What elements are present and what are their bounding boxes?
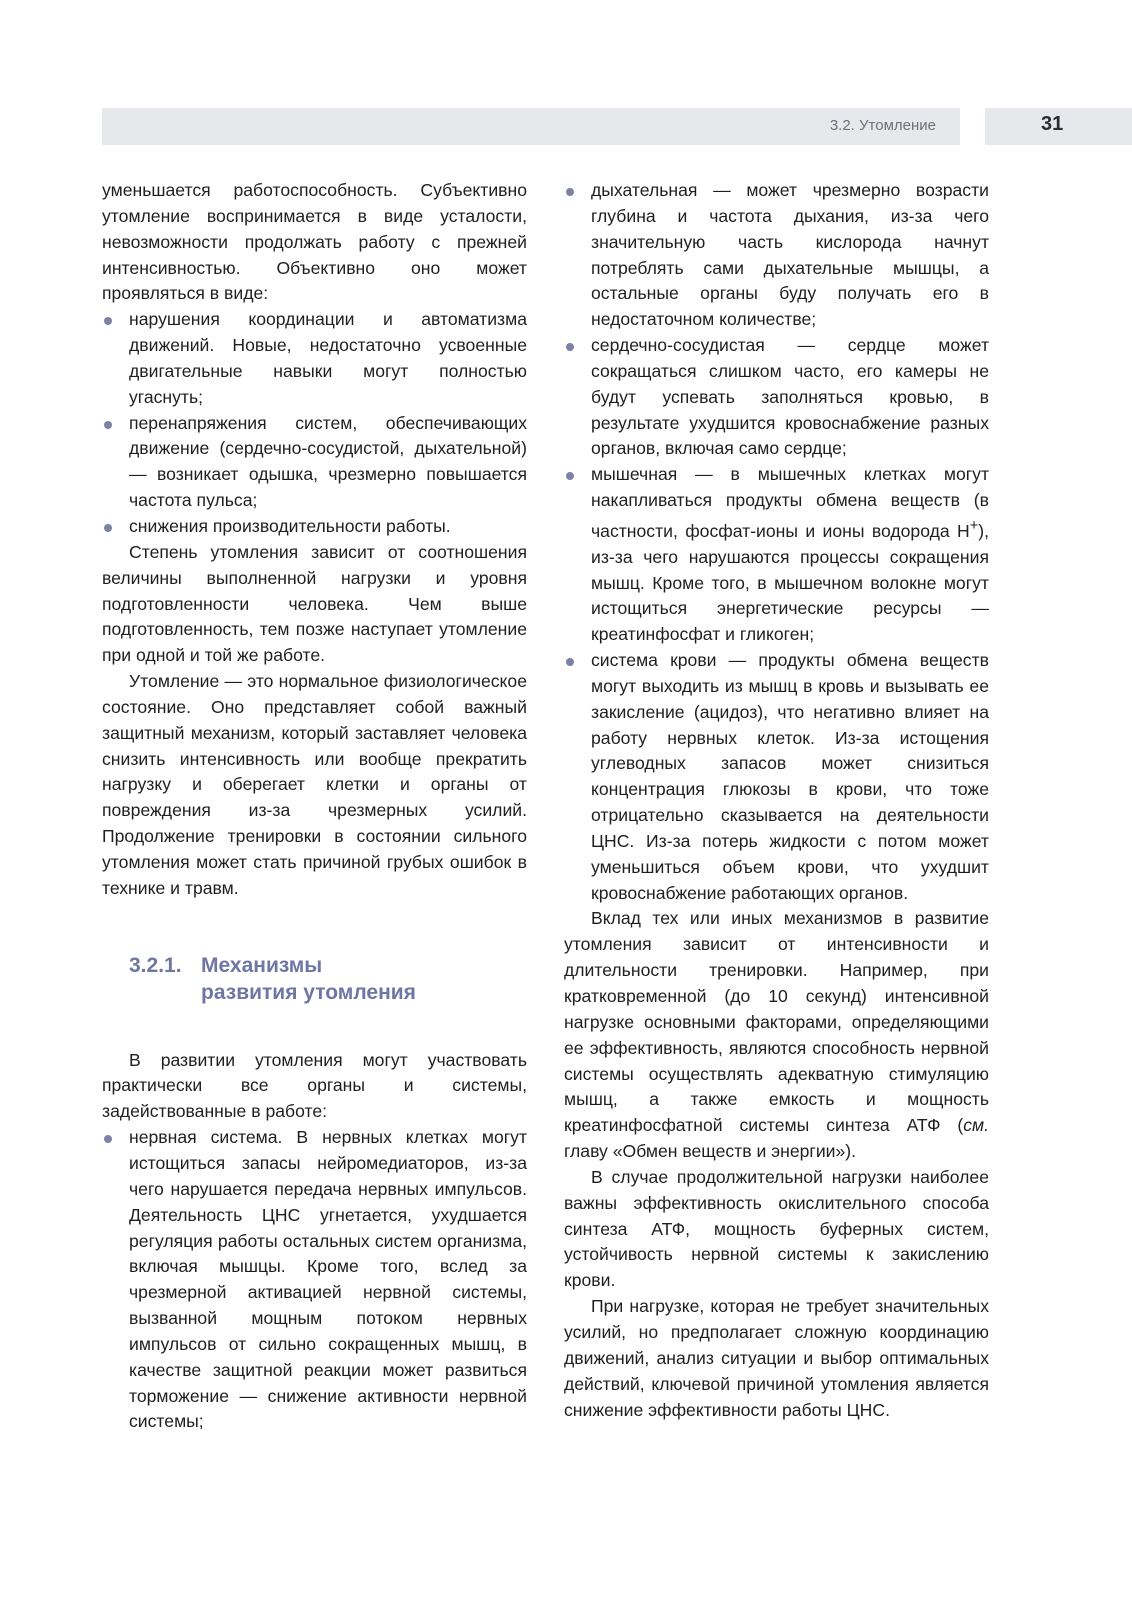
bullet-icon — [566, 188, 574, 196]
left-column — [102, 178, 527, 1435]
bullet-icon — [104, 1135, 112, 1143]
manifestations-list — [102, 307, 527, 540]
systems-paragraph: В развитии утомления могут участвовать практически все органы и системы, задействованные в работе: — [102, 1049, 527, 1122]
list-item: нервная система. В нервных клетках могут истощиться запасы нейромедиаторов, из-за чего нарушается передача нервных импульсов. Деятельность ЦНС угнетается, ухудшается регуляция работы остальных систем организма, включая мышцы. Кроме того, вслед за чрезмерной активацией нервной системы, вызванной мощным потоком нервных импульсов от сильно сокращенных мышц, в качестве защитной реакции может развиться торможение — снижение активности нервной системы; — [102, 1125, 527, 1435]
bullet-icon — [566, 472, 574, 480]
bullet-icon — [566, 343, 574, 351]
bullet-icon — [566, 658, 574, 666]
subsection-title: Механизмы развития утомления — [201, 953, 416, 1004]
list-item: система крови — продукты обмена веществ могут выходить из мышц в кровь и вызывать ее закисление (ацидоз), что негативно влияет на работу нервных клеток. Из-за истощения углеводных запасов может снизиться концентрация глюкозы в крови, что тоже отрицательно сказывается на деятельности ЦНС. Из-за потерь жидкости с потом может уменьшиться объем крови, что ухудшит кровоснабжение работающих органов. — [564, 648, 989, 906]
running-header-section: 3.2. Утомление — [829, 117, 936, 134]
subsection-number: 3.2.1. — [129, 953, 182, 977]
bullet-icon — [104, 421, 112, 429]
running-header — [102, 108, 960, 145]
superscript: + — [969, 517, 979, 534]
cns-paragraph: При нагрузке, которая не требует значительных усилий, но предполагает сложную координацию движений, анализ ситуации и выбор оптимальных действий, ключевой причиной утомления является снижение эффективности работы ЦНС. — [564, 1296, 989, 1420]
list-item: сердечно-сосудистая — сердце может сокращаться слишком часто, его камеры не будут успевать заполняться кровью, в результате ухудшится кровоснабжение разных органов, включая само сердце; — [564, 333, 989, 462]
list-item: снижения производительности работы. — [102, 514, 527, 540]
right-column — [564, 178, 989, 1423]
list-item: мышечная — в мышечных клетках могут накапливаться продукты обмена веществ (в частности, фосфат-ионы и ионы водорода H+), из-за чего нарушаются процессы сокращения мышц. Кроме того, в мышечном волокне могут истощиться энергетические ресурсы — креатинфосфат и гликоген; — [564, 462, 989, 648]
mechanisms-list-continued — [564, 178, 989, 906]
intro-paragraph: уменьшается работоспособность. Субъективно утомление воспринимается в виде усталости, невозможности продолжать работу с прежней интенсивностью. Объективно оно может проявляться в виде: — [102, 180, 527, 304]
list-item: нарушения координации и автоматизма движений. Новые, недостаточно усвоенные двигательные навыки могут полностью угаснуть; — [102, 307, 527, 410]
list-item: перенапряжения систем, обеспечивающих движение (сердечно-сосудистой, дыхательной) — возникает одышка, чрезмерно повышается частота пульса; — [102, 411, 527, 514]
contribution-paragraph: Вклад тех или иных механизмов в развитие утомления зависит от интенсивности и длительности тренировки. Например, при кратковременной (до 10 секунд) интенсивной нагрузке основными факторами, определяющими ее эффективность, являются способность нервной системы осуществлять адекватную стимуляцию мышц, а также емкость и мощность креатинфосфатной системы синтеза АТФ (см. главу «Обмен веществ и энергии»). — [564, 908, 989, 1162]
mechanisms-list — [102, 1125, 527, 1435]
normal-state-paragraph: Утомление — это нормальное физиологическое состояние. Оно представляет собой важный защитный механизм, который заставляет человека снизить интенсивность или вообще прекратить нагрузку и оберегает клетки и органы от повреждения из-за чрезмерных усилий. Продолжение тренировки в состоянии сильного утомления может стать причиной грубых ошибок в технике и травм. — [102, 671, 527, 898]
long-load-paragraph: В случае продолжительной нагрузки наиболее важны эффективность окислительного способа синтеза АТФ, мощность буферных систем, устойчивость нервной системы к закислению крови. — [564, 1166, 989, 1291]
subsection-heading — [102, 952, 527, 1006]
see-reference: см. — [963, 1115, 989, 1136]
bullet-icon — [104, 524, 112, 532]
bullet-icon — [104, 317, 112, 325]
page-number: 31 — [1041, 113, 1064, 135]
list-item: дыхательная — может чрезмерно возрасти глубина и частота дыхания, из-за чего значительную часть кислорода начнут потреблять сами дыхательные мышцы, а остальные органы буду получать его в недостаточном количестве; — [564, 178, 989, 333]
page-number-box — [985, 108, 1132, 145]
degree-paragraph: Степень утомления зависит от соотношения величины выполненной нагрузки и уровня подготовленности человека. Чем выше подготовленность, тем позже наступает утомление при одной и той же работе. — [102, 541, 527, 666]
